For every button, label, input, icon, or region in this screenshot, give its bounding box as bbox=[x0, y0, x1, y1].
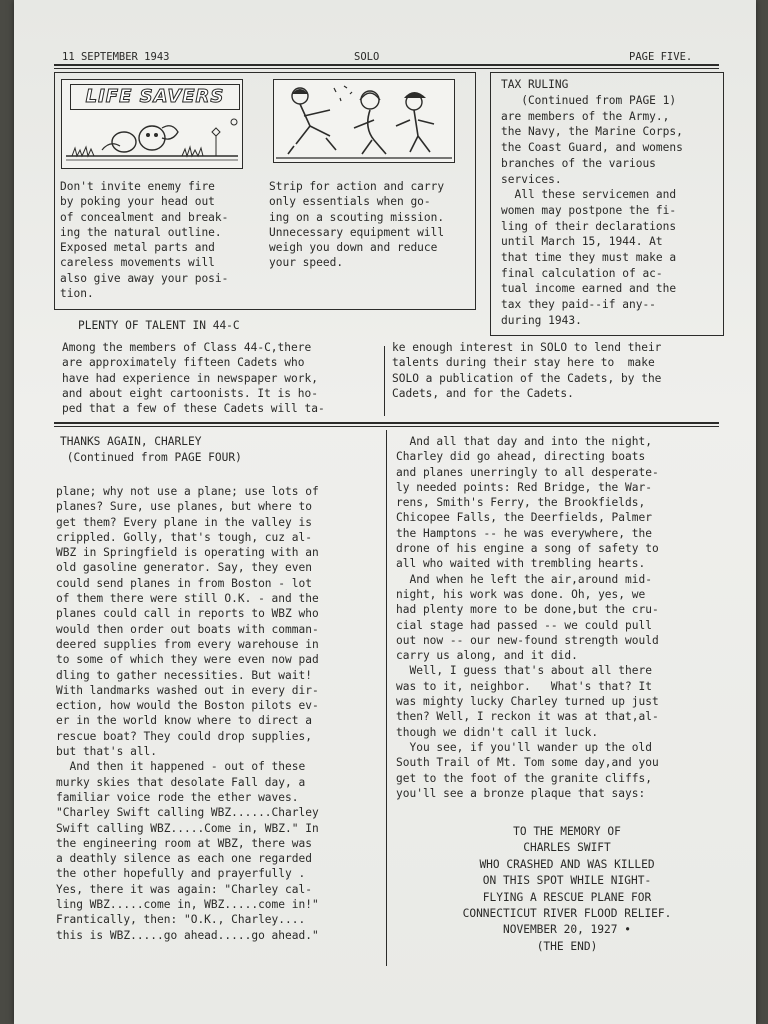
thanks-again-heading: THANKS AGAIN, CHARLEY bbox=[60, 435, 202, 448]
document-sheet bbox=[14, 0, 756, 1024]
life-savers-cartoon-left bbox=[61, 79, 243, 169]
tax-ruling-text: (Continued from PAGE 1) are members of the Army., the Navy, the Marine Corps, the Coast Guard, and womens branches of the various services. All these servicemen and women may postpone the fi- ling of their declarations until March 15, 1944. At that time they must make a final calculation of ac- tual income earned and the tax they paid--if any-- during 1943. bbox=[501, 94, 683, 327]
life-savers-brand: LIFE SAVERS bbox=[70, 84, 240, 110]
talent-column-divider bbox=[384, 346, 385, 416]
thanks-again-subheading: (Continued from PAGE FOUR) bbox=[60, 451, 242, 464]
soldiers-running-illustration bbox=[274, 80, 454, 162]
header-rule bbox=[54, 64, 719, 66]
header-page-number: PAGE FIVE. bbox=[629, 51, 693, 63]
life-savers-box bbox=[54, 72, 476, 310]
thanks-again-column-2: And all that day and into the night, Charley did go ahead, directing boats and planes unerringly to all desperate- ly needed points: Red Bridge, the War- rens, Smith's Ferry, the Brookfields, Chicopee Falls, the Deerfields, Palmer the Hamptons -- he was everywhere, the drone of his engine a song of safety to all who waited with trembling hearts. And when he left the air,around mid- night, his work was done. Oh, yes, we had plenty more to be done,but the cru- cial stage had passed -- we could pull out now -- our new-found strength would carry us along, and it did. Well, I guess that's about all there was to it, neighbor. What's that? It was mighty lucky Charley turned up just then? Well, I reckon it was at that,al- though we didn't call it luck. You see, if you'll wander up the old South Trail of Mt. Tom some day,and you get to the foot of the granite cliffs, you'll see a bronze plaque that says: bbox=[396, 435, 659, 800]
header-title: SOLO bbox=[354, 51, 380, 63]
life-savers-cartoon-right bbox=[273, 79, 455, 163]
life-savers-column-2-text: Strip for action and carry only essentials when go- ing on a scouting mission. Unnecessary equipment will weigh you down and reduce your speed. bbox=[269, 180, 445, 270]
section-rule-thin bbox=[54, 426, 719, 427]
life-savers-column-1-text: Don't invite enemy fire by poking your head out of concealment and break- ing the natural outline. Exposed metal parts and careless movements will also give away your posi- tion. bbox=[60, 180, 229, 301]
page-header bbox=[54, 50, 719, 64]
section-rule bbox=[54, 422, 719, 424]
newsletter-page bbox=[54, 50, 719, 970]
column-divider bbox=[386, 430, 387, 966]
plenty-of-talent-heading: PLENTY OF TALENT IN 44-C bbox=[78, 319, 240, 332]
tax-ruling-heading: TAX RULING bbox=[501, 78, 569, 91]
thanks-again-column-1: plane; why not use a plane; use lots of planes? Sure, use planes, but where to get them? Every plane in the valley is crippled. Golly, that's tough, cuz al- WBZ in Springfield is operating with an old gasoline generator. Say, they even could send planes in from Boston - lot of them there were still O.K. - and the planes could call in reports to WBZ who would then order out boats with comman- deered supplies from every warehouse in to some of which they were even now pad dling to gather necessities. But wait! With landmarks washed out in every dir- ection, how would the Boston pilots ev- er in the world know where to direct a rescue boat? They could drop supplies, but that's all. And then it happened - out of these murky skies that desolate Fall day, a familiar voice rode the ether waves. "Charley Swift calling WBZ......Charley Swift calling WBZ.....Come in, WBZ." In the engineering room at WBZ, there was a deathly silence as each one regarded the other hopefully and prayerfully . Yes, there it was again: "Charley cal- ling WBZ.....come in, WBZ.....come in!" Frantically, then: "O.K., Charley.... this is WBZ.....go ahead.....go ahead." bbox=[56, 485, 319, 942]
memorial-plaque-text: TO THE MEMORY OF CHARLES SWIFT WHO CRASHED AND WAS KILLED ON THIS SPOT WHILE NIGHT- FLYING A RESCUE PLANE FOR CONNECTICUT RIVER FLOOD RELIEF. NOVEMBER 20, 1927 • (THE END) bbox=[462, 825, 672, 953]
plenty-of-talent-column-1: Among the members of Class 44-C,there are approximately fifteen Cadets who have had experience in newspaper work, and about eight cartoonists. It is ho- ped that a few of these Cadets will ta- bbox=[62, 341, 325, 416]
tax-ruling-box bbox=[490, 72, 724, 336]
header-date: 11 SEPTEMBER 1943 bbox=[62, 51, 170, 63]
soldier-in-grass-illustration bbox=[62, 80, 242, 168]
header-rule-thin bbox=[54, 68, 719, 69]
plenty-of-talent-column-2: ke enough interest in SOLO to lend their talents during their stay here to make SOLO a publication of the Cadets, by the Cadets, and for the Cadets. bbox=[392, 341, 662, 400]
